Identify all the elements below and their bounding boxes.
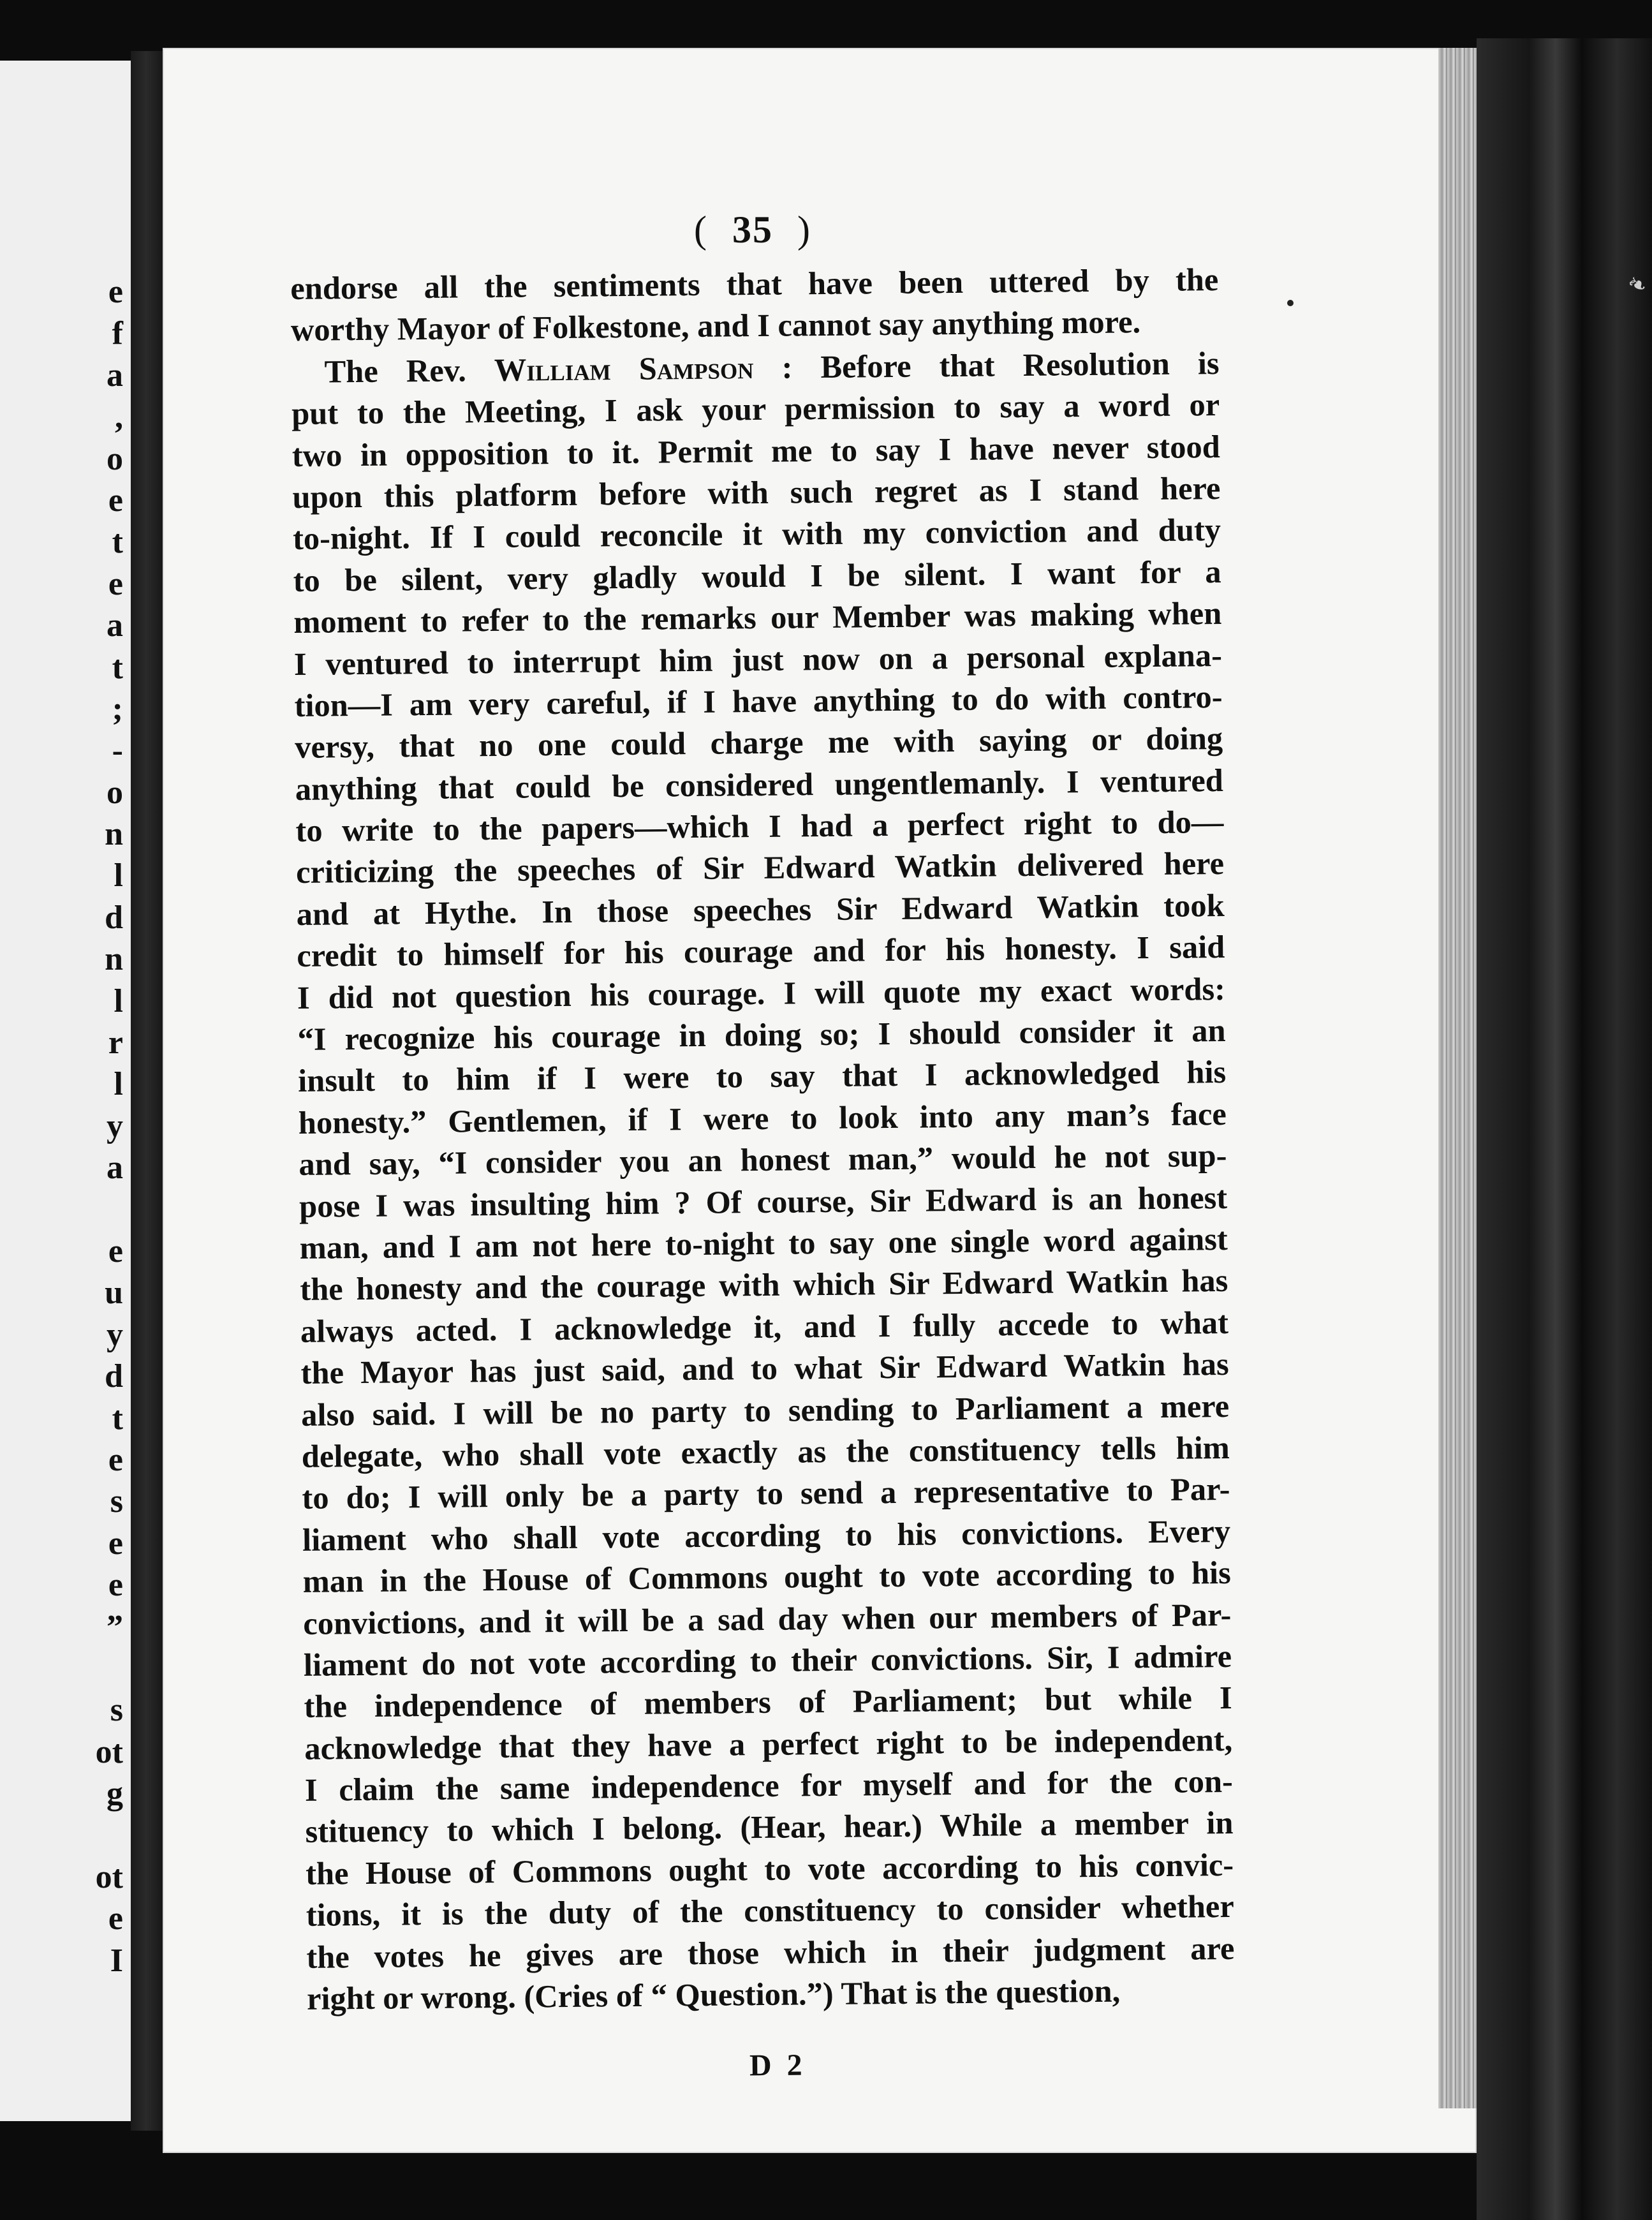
facing-page-glyph: e	[108, 1567, 123, 1604]
speaker-name: William Sampson	[494, 349, 754, 388]
text-line: the honesty and the courage with which Sir Edward Watkin has	[300, 1262, 1228, 1308]
facing-page-glyph: ,	[115, 399, 123, 436]
facing-page-glyph	[85, 1814, 123, 1856]
facing-page-glyph: a	[107, 1150, 123, 1187]
text-line: delegate, who shall vote exactly as the constituency tells him	[301, 1429, 1230, 1474]
facing-page-glyph: y	[107, 1107, 123, 1144]
left-paren: (	[694, 209, 708, 251]
text-line: criticizing the speeches of Sir Edward Watkin delivered here	[295, 845, 1225, 891]
facing-page-glyph: o	[107, 774, 123, 811]
text-line: the Mayor has just said, and to what Sir Edward Watkin has	[300, 1346, 1229, 1391]
facing-page-glyph: n	[105, 941, 123, 978]
facing-page-glyph: I	[110, 1942, 123, 1979]
text-line: endorse all the sentiments that have been uttered by the	[290, 262, 1219, 306]
facing-page-glyph: ”	[107, 1608, 123, 1645]
text-line: to be silent, very gladly would I be silent. I want for a	[293, 553, 1221, 598]
facing-page-glyph: e	[108, 482, 123, 519]
facing-page-glyph: a	[107, 357, 123, 394]
text-line: pose I was insulting him ? Of course, Sir Edward is an honest	[299, 1179, 1228, 1224]
facing-page-glyph: n	[105, 816, 123, 853]
speaker-prefix: The Rev.	[324, 352, 495, 390]
facing-page-glyph: y	[107, 1316, 123, 1353]
text-line: put to the Meeting, I ask your permission to say a word or	[291, 387, 1220, 432]
text-line: always acted. I acknowledge it, and I fully accede to what	[300, 1304, 1229, 1349]
facing-page-glyph: ot	[95, 1733, 123, 1770]
text-line: liament do not vote according to their convictions. Sir, I admire	[303, 1638, 1232, 1683]
facing-page-glyph: e	[108, 565, 123, 602]
text-line: upon this platform before with such regret as I stand here	[292, 470, 1221, 515]
text-line: tions, it is the duty of the constituency to consider whether	[306, 1888, 1234, 1934]
facing-page-glyph: e	[108, 1525, 123, 1562]
text-line: and at Hythe. In those speeches Sir Edward Watkin took	[296, 887, 1225, 932]
text-line: I did not question his courage. I will quote my exact words:	[297, 970, 1226, 1016]
body-text	[290, 259, 1235, 2020]
text-line: “I recognize his courage in doing so; I should consider it an	[297, 1012, 1226, 1057]
text-line: worthy Mayor of Folkestone, and I cannot say anything more.	[290, 304, 1141, 348]
text-line: the votes he gives are those which in their judgment are	[306, 1930, 1235, 1975]
binding-mark: ❧	[1623, 269, 1652, 300]
text-line: to write to the papers—which I had a perfect right to do—	[295, 804, 1224, 849]
book-binding	[1477, 38, 1652, 2220]
text-line: insult to him if I were to say that I acknowledged his	[297, 1054, 1227, 1099]
facing-page-glyph: f	[112, 315, 123, 352]
facing-page-text-fragments	[85, 271, 123, 1981]
facing-page-glyph	[85, 1189, 123, 1231]
text-line: also said. I will be no party to sending to Parliament a mere	[300, 1388, 1230, 1433]
facing-page-glyph: d	[105, 899, 123, 936]
facing-page-glyph: o	[107, 440, 123, 477]
facing-page-glyph: e	[108, 274, 123, 310]
text-line: two in opposition to it. Permit me to say I have never stood	[291, 428, 1221, 473]
text-line: the independence of members of Parliament; but while I	[304, 1680, 1232, 1725]
text-line: stituency to which I belong. (Hear, hear.) While a member in	[305, 1805, 1234, 1850]
facing-page-glyph: e	[108, 1232, 123, 1269]
facing-page-glyph: s	[110, 1483, 123, 1520]
facing-page-glyph: l	[114, 1066, 123, 1103]
facing-page-edge	[0, 61, 136, 2121]
text-line: tion—I am very careful, if I have anything to do with contro-	[294, 678, 1223, 723]
page-number: 35	[732, 209, 773, 251]
text-line: I ventured to interrupt him just now on a personal explana-	[293, 637, 1223, 682]
facing-page-glyph: e	[108, 1900, 123, 1937]
text-line: the House of Commons ought to vote according to his convic-	[305, 1846, 1234, 1891]
facing-page-glyph: a	[107, 607, 123, 644]
text-line: to-night. If I could reconcile it with my conviction and duty	[292, 512, 1221, 557]
page-edges	[1438, 48, 1477, 2108]
text-line: convictions, and it will be a sad day when our members of Par-	[303, 1596, 1232, 1641]
facing-page-glyph: -	[112, 732, 123, 769]
facing-page-glyph	[85, 1648, 123, 1689]
facing-page-glyph: u	[105, 1275, 123, 1312]
text-line: moment to refer to the remarks our Member was making when	[293, 595, 1222, 640]
facing-page-glyph: s	[110, 1692, 123, 1729]
page-header	[638, 208, 867, 252]
text-line: to do; I will only be a party to send a representative to Par-	[302, 1471, 1230, 1516]
facing-page-glyph: ot	[95, 1858, 123, 1895]
text-line: liament who shall vote according to his convictions. Every	[302, 1513, 1231, 1558]
right-paren: )	[797, 209, 811, 251]
facing-page-glyph: l	[114, 982, 123, 1019]
text-line: honesty.” Gentlemen, if I were to look into any man’s face	[298, 1095, 1227, 1141]
facing-page-glyph: g	[107, 1775, 123, 1812]
facing-page-glyph: r	[108, 1025, 123, 1062]
text-line: man in the House of Commons ought to vote according to his	[302, 1555, 1231, 1600]
speaker-rest: : Before that Resolution is	[753, 344, 1220, 385]
text-line: I claim the same independence for myself and for the con-	[304, 1763, 1234, 1808]
text-line: anything that could be considered ungentlemanly. I ventured	[295, 762, 1224, 807]
facing-page-glyph: t	[112, 524, 123, 561]
text-line: and say, “I consider you an honest man,” would he not sup-	[299, 1137, 1227, 1183]
facing-page-glyph: t	[112, 649, 123, 686]
text-line: acknowledge that they have a perfect right to be independent,	[304, 1721, 1233, 1766]
facing-page-glyph: d	[105, 1358, 123, 1395]
facing-page-glyph: e	[108, 1441, 123, 1478]
facing-page-glyph: ;	[112, 690, 123, 727]
facing-page-glyph: l	[114, 857, 123, 894]
facing-page-glyph: t	[112, 1400, 123, 1437]
signature-mark: D 2	[749, 2048, 806, 2083]
text-line: man, and I am not here to-night to say one single word against	[299, 1220, 1228, 1266]
text-line: credit to himself for his courage and for his honesty. I said	[297, 929, 1225, 974]
text-line: versy, that no one could charge me with saying or doing	[294, 720, 1223, 766]
ink-speck	[1287, 300, 1294, 306]
text-line: right or wrong. (Cries of “ Question.”) That is the question,	[306, 1972, 1121, 2017]
